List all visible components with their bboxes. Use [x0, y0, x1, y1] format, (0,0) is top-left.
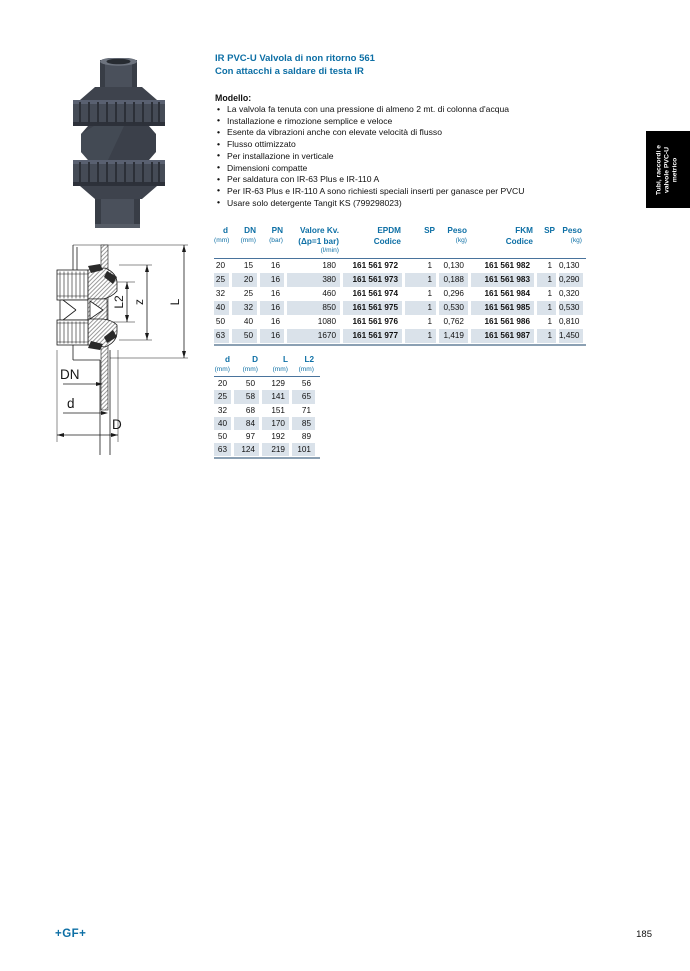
column-header: Peso (kg) — [562, 226, 582, 244]
table-cell: 0,762 — [439, 315, 471, 329]
table-cell: 16 — [260, 329, 287, 343]
column-header: PN (bar) — [269, 226, 283, 244]
table-cell: 1 — [405, 301, 439, 315]
page-title-line2: Con attacchi a saldare di testa IR — [215, 65, 364, 77]
table-cell: 0,188 — [439, 273, 471, 287]
category-tab-label — [656, 131, 681, 208]
page-number: 185 — [636, 929, 652, 940]
bullet-item: • Flusso ottimizzato — [216, 139, 652, 151]
table-cell: 0,130 — [439, 259, 471, 273]
table-cell: 161 561 976 — [343, 315, 405, 329]
table-cell: 40 — [214, 417, 234, 430]
table-cell: 1 — [537, 273, 559, 287]
table-cell: 32 — [214, 287, 232, 301]
table-cell: 1 — [405, 273, 439, 287]
dim-label-d: d — [67, 396, 75, 411]
table-cell: 161 561 983 — [471, 273, 537, 287]
bullet-item: • Usare solo detergente Tangit KS (799298023) — [216, 198, 652, 210]
table-cell: 58 — [234, 390, 262, 403]
table-cell: 0,320 — [559, 287, 586, 301]
table-cell: 1 — [405, 315, 439, 329]
table-cell: 84 — [234, 417, 262, 430]
column-header: d (mm) — [214, 226, 230, 244]
table-cell: 65 — [292, 390, 318, 403]
table-cell: 0,130 — [559, 259, 586, 273]
table-cell: 151 — [262, 404, 292, 417]
table-cell: 1 — [537, 329, 559, 343]
category-tab — [646, 131, 690, 208]
table-cell: 20 — [214, 259, 232, 273]
table-cell: 16 — [260, 301, 287, 315]
column-header: SP — [544, 226, 555, 235]
order-table-header — [214, 226, 586, 259]
table-cell: 25 — [214, 273, 232, 287]
table-cell: 161 561 975 — [343, 301, 405, 315]
table-cell: 1 — [405, 329, 439, 343]
table-cell: 15 — [232, 259, 260, 273]
bullet-item: • Installazione e rimozione semplice e veloce — [216, 116, 652, 128]
table-cell: 50 — [232, 329, 260, 343]
bullet-item: • Dimensioni compatte — [216, 163, 652, 175]
table-cell: 0,290 — [559, 273, 586, 287]
column-header: FKM Codice — [505, 226, 533, 246]
table-cell: 25 — [214, 390, 234, 403]
page-title — [215, 53, 375, 78]
table-cell: 25 — [232, 287, 260, 301]
table-cell: 0,530 — [439, 301, 471, 315]
bullet-item: • Per IR-63 Plus e IR-110 A sono richiesti speciali inserti per ganasce per PVCU — [216, 186, 652, 198]
table-cell: 16 — [260, 315, 287, 329]
category-tab-line3: metrico — [672, 157, 680, 182]
order-table-body — [214, 259, 586, 343]
table-cell: 50 — [234, 377, 262, 390]
table-cell: 63 — [214, 443, 234, 456]
table-cell: 124 — [234, 443, 262, 456]
table-cell: 1670 — [287, 329, 343, 343]
category-tab-line2: valvole PVC-U — [663, 146, 671, 193]
table-cell: 161 561 977 — [343, 329, 405, 343]
column-header: EPDM Codice — [373, 226, 401, 246]
dim-label-z: z — [132, 299, 146, 305]
table-cell: 97 — [234, 430, 262, 443]
valve-photo — [62, 58, 180, 228]
column-header: Valore Kv. (Δp=1 bar) (l/min) — [298, 226, 339, 254]
table-cell: 50 — [214, 430, 234, 443]
column-header: DN (mm) — [240, 226, 256, 244]
table-cell: 16 — [260, 273, 287, 287]
table-cell: 20 — [232, 273, 260, 287]
column-header: Peso (kg) — [447, 226, 467, 244]
order-data-table — [214, 226, 586, 346]
column-header: d (mm) — [214, 355, 230, 373]
table-cell: 40 — [232, 315, 260, 329]
table-cell: 161 561 986 — [471, 315, 537, 329]
table-cell: 161 561 984 — [471, 287, 537, 301]
table-cell: 1,419 — [439, 329, 471, 343]
dim-label-big-d: D — [112, 417, 122, 432]
gf-logo: +GF+ — [55, 928, 87, 940]
bullet-item: • Per saldatura con IR-63 Plus e IR-110 A — [216, 174, 652, 186]
dimension-table — [214, 355, 320, 459]
table-cell: 40 — [214, 301, 232, 315]
table-cell: 0,296 — [439, 287, 471, 301]
column-header: L (mm) — [272, 355, 288, 373]
table-cell: 89 — [292, 430, 318, 443]
bullet-item: • Esente da vibrazioni anche con elevate velocità di flusso — [216, 127, 652, 139]
table-cell: 68 — [234, 404, 262, 417]
table-cell: 192 — [262, 430, 292, 443]
table-cell: 1,450 — [559, 329, 586, 343]
table-cell: 850 — [287, 301, 343, 315]
table-bottom-rule — [214, 457, 320, 459]
dimension-table-body — [214, 377, 320, 456]
table-cell: 1 — [537, 301, 559, 315]
table-cell: 50 — [214, 315, 232, 329]
table-cell: 32 — [214, 404, 234, 417]
dim-label-dn: DN — [60, 367, 80, 382]
model-heading: Modello: — [215, 93, 252, 103]
table-cell: 1 — [405, 287, 439, 301]
valve-section-drawing — [55, 233, 215, 473]
table-cell: 101 — [292, 443, 318, 456]
table-cell: 141 — [262, 390, 292, 403]
column-header: D (mm) — [242, 355, 258, 373]
table-bottom-rule — [214, 344, 586, 346]
table-cell: 0,810 — [559, 315, 586, 329]
table-cell: 16 — [260, 287, 287, 301]
bullet-item: • Per installazione in verticale — [216, 151, 652, 163]
page-title-line1: IR PVC-U Valvola di non ritorno 561 — [215, 53, 375, 64]
table-cell: 170 — [262, 417, 292, 430]
table-cell: 56 — [292, 377, 318, 390]
lower-union-nut — [73, 160, 165, 186]
dimension-table-header — [214, 355, 320, 377]
dim-label-l: L — [168, 298, 182, 306]
table-cell: 161 561 987 — [471, 329, 537, 343]
table-cell: 1 — [537, 287, 559, 301]
table-cell: 1 — [537, 259, 559, 273]
column-header: SP — [424, 226, 435, 235]
table-cell: 20 — [214, 377, 234, 390]
table-cell: 219 — [262, 443, 292, 456]
table-cell: 161 561 985 — [471, 301, 537, 315]
table-cell: 1 — [537, 315, 559, 329]
bullet-item: • La valvola fa tenuta con una pressione di almeno 2 mt. di colonna d'acqua — [216, 104, 652, 116]
table-cell: 380 — [287, 273, 343, 287]
table-cell: 1080 — [287, 315, 343, 329]
table-cell: 85 — [292, 417, 318, 430]
table-cell: 161 561 974 — [343, 287, 405, 301]
table-cell: 161 561 982 — [471, 259, 537, 273]
category-tab-line1: Tubi, raccordi e — [655, 144, 663, 195]
table-cell: 32 — [232, 301, 260, 315]
table-cell: 0,530 — [559, 301, 586, 315]
table-cell: 63 — [214, 329, 232, 343]
table-cell: 180 — [287, 259, 343, 273]
table-cell: 16 — [260, 259, 287, 273]
table-cell: 161 561 972 — [343, 259, 405, 273]
dim-label-l2: L2 — [112, 295, 126, 309]
upper-union-nut — [73, 100, 165, 126]
column-header: L2 (mm) — [298, 355, 314, 373]
table-cell: 71 — [292, 404, 318, 417]
table-cell: 129 — [262, 377, 292, 390]
feature-bullet-list — [216, 104, 652, 209]
table-cell: 1 — [405, 259, 439, 273]
table-cell: 161 561 973 — [343, 273, 405, 287]
table-cell: 460 — [287, 287, 343, 301]
